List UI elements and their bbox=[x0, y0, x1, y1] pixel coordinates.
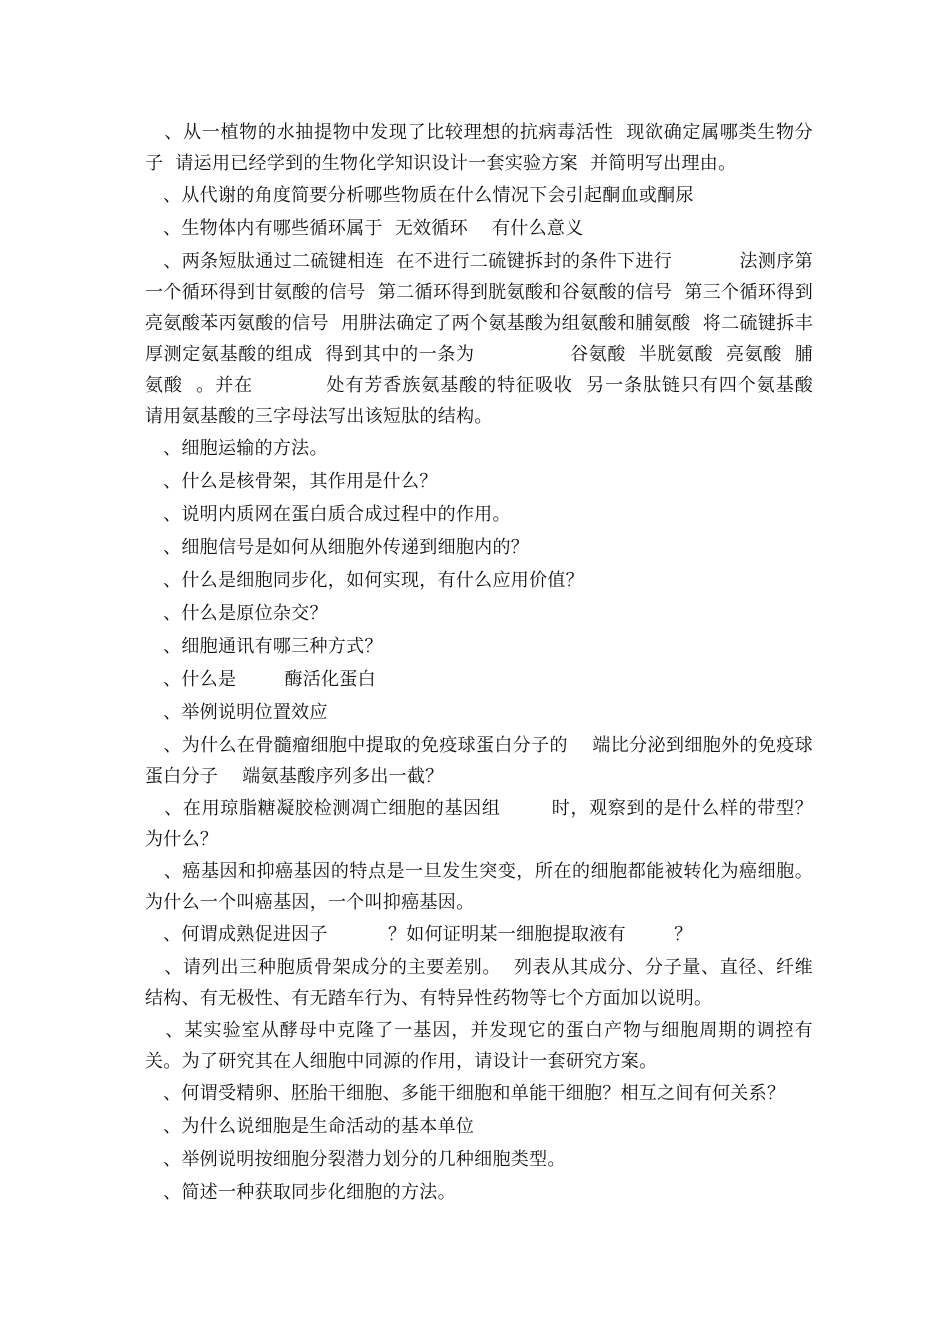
question-item: 、癌基因和抑癌基因的特点是一旦发生突变，所在的细胞都能被转化为癌细胞。为什么一个叫癌基因，一个叫抑癌基因。 bbox=[145, 861, 813, 913]
question-item: 、何谓受精卵、胚胎干细胞、多能干细胞和单能干细胞？相互之间有何关系？ bbox=[145, 1083, 786, 1104]
question-item: 、为什么说细胞是生命活动的基本单位 bbox=[145, 1116, 475, 1137]
question-item: 、举例说明按细胞分裂潜力划分的几种细胞类型。 bbox=[145, 1149, 566, 1170]
question-item: 、两条短肽通过二硫键相连 在不进行二硫键拆封的条件下进行 法测序第一个循环得到甘氨酸的信号 第二循环得到胱氨酸和谷氨酸的信号 第三个循环得到亮氨酸苯丙氨酸的信号 用肼法确定了两个氨基酸为组氨酸和脯氨酸 将二硫键拆丰厚测定氨基酸的组成 得到其中的一条为 谷氨酸 半胱氨酸 亮氨酸 脯氨酸 。并在 处有芳香族氨基酸的特征吸收 另一条肽链只有四个氨基酸 请用氨基酸的三字母法写出该短肽的结构。 bbox=[145, 251, 826, 427]
question-item: 、请列出三种胞质骨架成分的主要差别。 列表从其成分、分子量、直径、纤维结构、有无极性、有无踏车行为、有特异性药物等七个方面加以说明。 bbox=[145, 957, 813, 1009]
question-item: 、从代谢的角度简要分析哪些物质在什么情况下会引起酮血或酮尿 bbox=[145, 185, 694, 206]
question-item: 、某实验室从酵母中克隆了一基因，并发现它的蛋白产物与细胞周期的调控有关。为了研究其在人细胞中同源的作用，请设计一套研究方案。 bbox=[145, 1020, 813, 1072]
question-item: 、什么是原位杂交？ bbox=[145, 603, 328, 624]
question-item: 、何谓成熟促进因子 ？如何证明某一细胞提取液有 ？ bbox=[145, 924, 693, 945]
question-list bbox=[145, 117, 826, 1209]
question-item: 、什么是细胞同步化，如何实现，有什么应用价值？ bbox=[145, 570, 584, 591]
question-item: 、生物体内有哪些循环属于 无效循环 有什么意义 bbox=[145, 218, 584, 239]
question-item: 、在用琼脂糖凝胶检测凋亡细胞的基因组 时，观察到的是什么样的带型？为什么？ bbox=[145, 798, 813, 850]
question-item: 、说明内质网在蛋白质合成过程中的作用。 bbox=[145, 504, 511, 525]
question-item: 、为什么在骨髓瘤细胞中提取的免疫球蛋白分子的 端比分泌到细胞外的免疫球蛋白分子 端氨基酸序列多出一截？ bbox=[145, 735, 813, 787]
question-item: 、细胞信号是如何从细胞外传递到细胞内的？ bbox=[145, 537, 530, 558]
question-item: 、从一植物的水抽提物中发现了比较理想的抗病毒活性 现欲确定属哪类生物分子 请运用已经学到的生物化学知识设计一套实验方案 并简明写出理由。 bbox=[145, 122, 813, 174]
question-item: 、什么是 酶活化蛋白 bbox=[145, 669, 376, 690]
question-item: 、简述一种获取同步化细胞的方法。 bbox=[145, 1182, 456, 1203]
question-item: 、举例说明位置效应 bbox=[145, 702, 328, 723]
question-item: 、什么是核骨架，其作用是什么？ bbox=[145, 471, 438, 492]
question-item: 、细胞运输的方法。 bbox=[145, 438, 328, 459]
question-item: 、细胞通讯有哪三种方式？ bbox=[145, 636, 383, 657]
